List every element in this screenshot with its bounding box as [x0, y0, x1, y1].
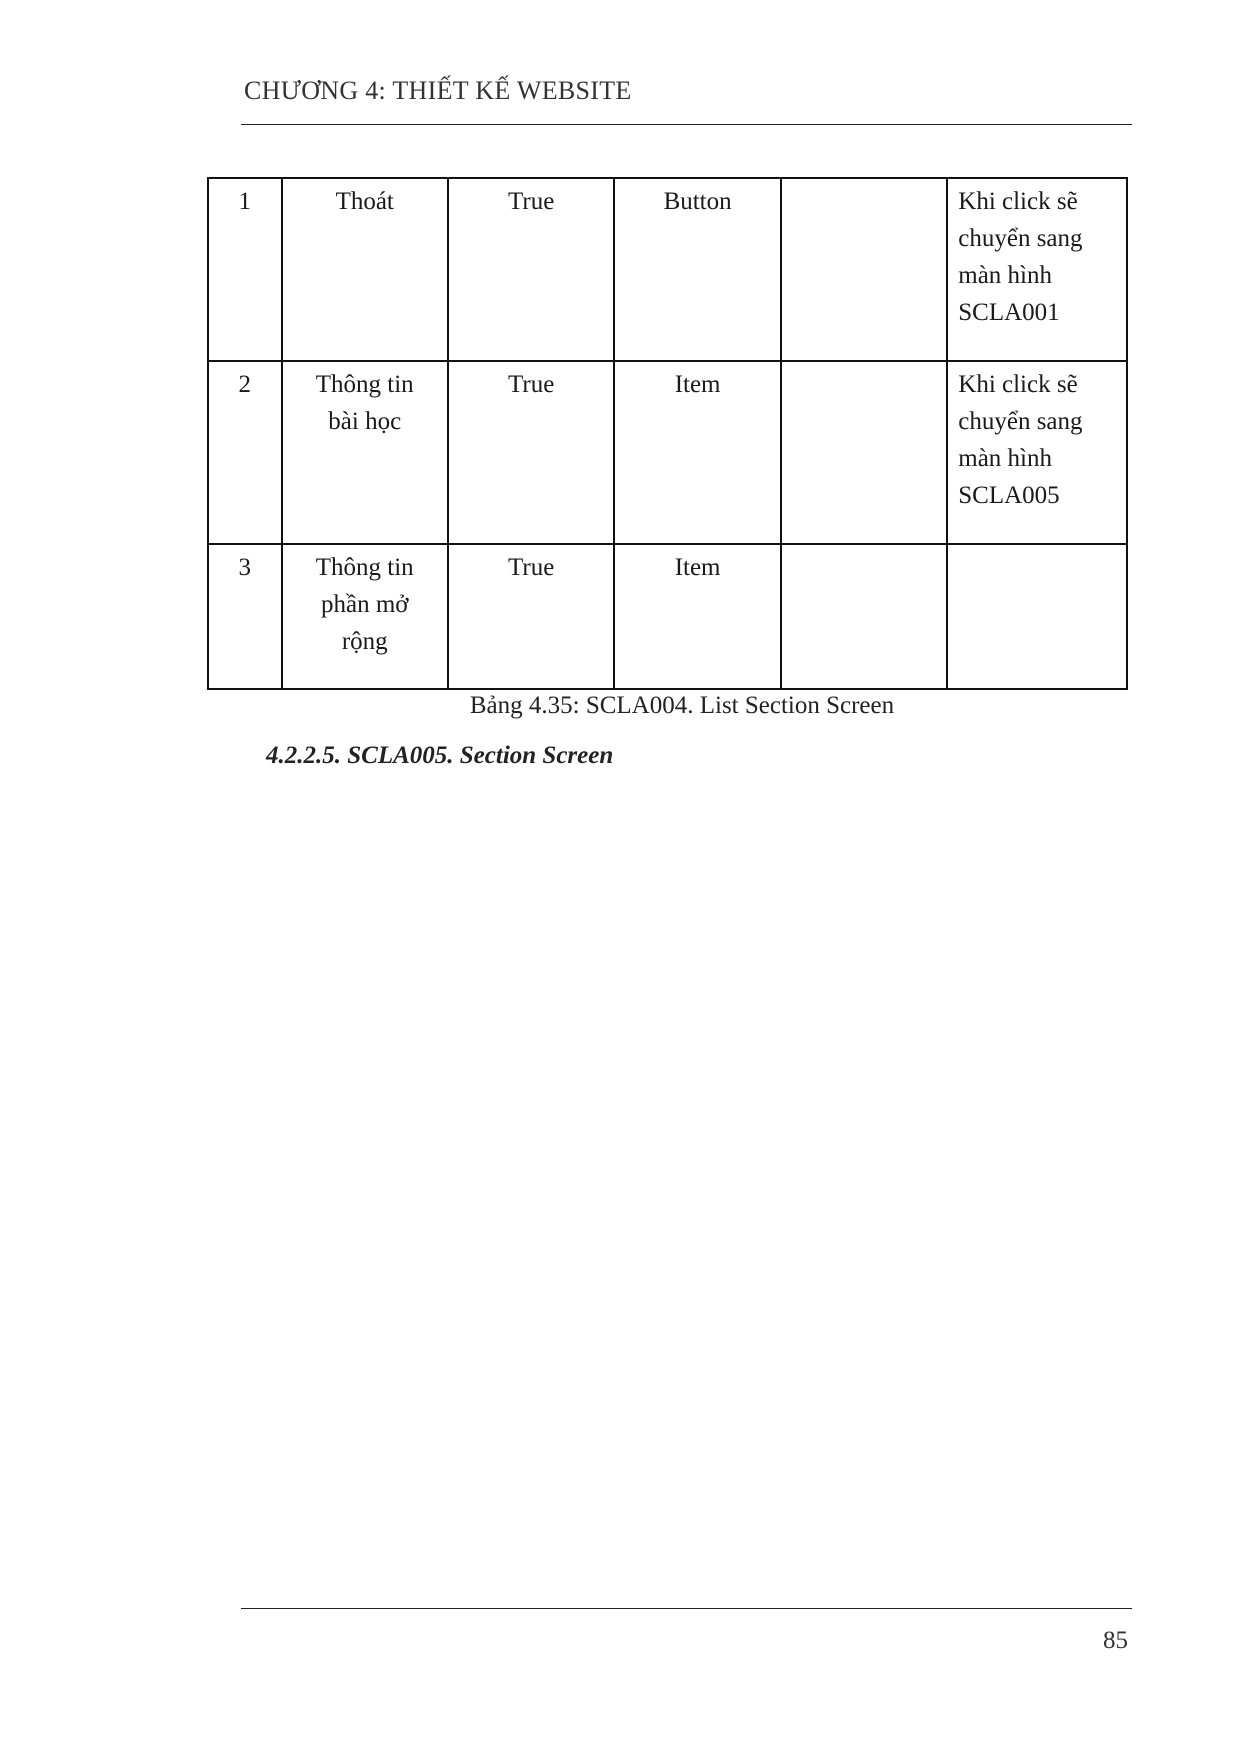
- header-divider: [241, 124, 1132, 125]
- name-line: phần mở: [320, 591, 409, 618]
- description-line: SCLA005: [958, 482, 1060, 509]
- description-line: màn hình: [958, 445, 1053, 472]
- name-line: Thông tin: [315, 554, 414, 581]
- cell-name: [282, 361, 448, 544]
- cell-name: Thoát: [282, 178, 448, 361]
- table-row: [208, 544, 1127, 689]
- description-line: SCLA001: [958, 299, 1060, 326]
- name-line: bài học: [328, 408, 402, 435]
- cell-flag: True: [448, 361, 614, 544]
- cell-name: [282, 544, 448, 689]
- cell-default: [781, 544, 947, 689]
- cell-type: Item: [614, 544, 780, 689]
- description-line: chuyển sang: [958, 408, 1083, 435]
- cell-type: Button: [614, 178, 780, 361]
- cell-default: [781, 361, 947, 544]
- cell-description: [947, 544, 1127, 689]
- cell-description: [947, 178, 1127, 361]
- cell-flag: True: [448, 178, 614, 361]
- cell-description: [947, 361, 1127, 544]
- name-line: rộng: [341, 628, 388, 655]
- footer-divider: [241, 1608, 1132, 1609]
- table-row: [208, 178, 1127, 361]
- page-number: 85: [1103, 1627, 1128, 1654]
- name-line: Thông tin: [315, 371, 414, 398]
- description-line: Khi click sẽ: [958, 371, 1078, 398]
- section-heading: 4.2.2.5. SCLA005. Section Screen: [266, 742, 614, 769]
- description-line: Khi click sẽ: [958, 188, 1078, 215]
- cell-no: 3: [208, 544, 282, 689]
- chapter-header: CHƯƠNG 4: THIẾT KẾ WEBSITE: [244, 76, 632, 105]
- table-row: [208, 361, 1127, 544]
- screen-items-table: [207, 177, 1128, 690]
- cell-flag: True: [448, 544, 614, 689]
- description-line: màn hình: [958, 262, 1053, 289]
- cell-type: Item: [614, 361, 780, 544]
- cell-default: [781, 178, 947, 361]
- cell-no: 2: [208, 361, 282, 544]
- description-line: chuyển sang: [958, 225, 1083, 252]
- cell-no: 1: [208, 178, 282, 361]
- table-caption: Bảng 4.35: SCLA004. List Section Screen: [469, 692, 895, 719]
